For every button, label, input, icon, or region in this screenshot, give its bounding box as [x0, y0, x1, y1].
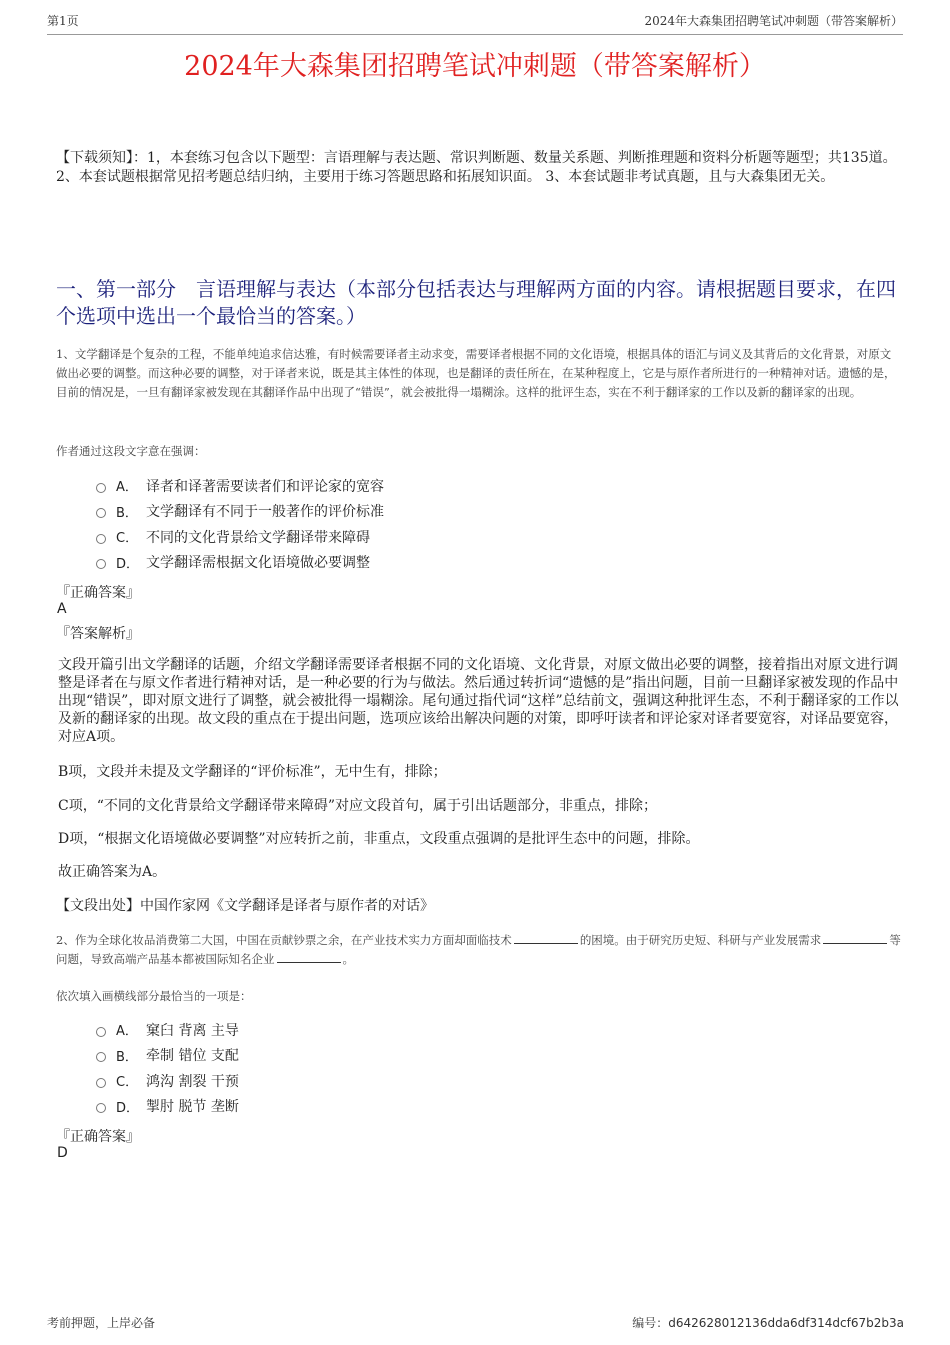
radio-icon[interactable]	[96, 1052, 106, 1062]
option-b[interactable]: B． 牵制 错位 支配	[96, 1043, 239, 1069]
option-a[interactable]: A． 译者和译著需要读者们和评论家的宽容	[96, 473, 384, 499]
download-notice: 【下载须知】：1，本套练习包含以下题型：言语理解与表达题、常识判断题、数量关系题、判断推理题和资料分析题等题型；共135道。 2、本套试题根据常见招考题总结归纳，主要用于练习答题思路和拓展知识面。 3、本套试题非考试真题，且与大森集团无关。	[56, 150, 897, 185]
option-d[interactable]: D． 文学翻译需根据文化语境做必要调整	[96, 550, 384, 576]
radio-icon[interactable]	[96, 508, 106, 518]
radio-icon[interactable]	[96, 559, 106, 569]
answer-value: A	[57, 601, 67, 617]
page-header	[47, 12, 903, 35]
question-1-prompt: 作者通过这段文字意在强调：	[56, 444, 206, 458]
option-a[interactable]: A． 窠臼 背离 主导	[96, 1017, 239, 1043]
option-c[interactable]: C． 鸿沟 割裂 干预	[96, 1068, 239, 1094]
option-c[interactable]: C． 不同的文化背景给文学翻译带来障碍	[96, 524, 384, 550]
analysis-label: 『答案解析』	[56, 626, 140, 642]
analysis-option-d: D项，“根据文化语境做必要调整”对应转折之前，非重点，文段重点强调的是批评生态中的问题，排除。	[58, 831, 700, 847]
header-doc-title: 2024年大森集团招聘笔试冲刺题（带答案解析）	[644, 14, 903, 28]
fill-blank-1[interactable]	[514, 931, 578, 944]
analysis-option-c: C项，“不同的文化背景给文学翻译带来障碍”对应文段首句，属于引出话题部分，非重点，排除；	[58, 798, 658, 814]
page-number: 第1页	[47, 14, 79, 28]
radio-icon[interactable]	[96, 1027, 106, 1037]
question-2-prompt: 依次填入画横线部分最恰当的一项是：	[56, 989, 252, 1003]
footer-slogan: 考前押题，上岸必备	[47, 1316, 156, 1330]
answer-value: D	[57, 1145, 68, 1161]
radio-icon[interactable]	[96, 534, 106, 544]
option-b[interactable]: B． 文学翻译有不同于一般著作的评价标准	[96, 499, 384, 525]
analysis-source: 【文段出处】中国作家网《文学翻译是译者与原作者的对话》	[56, 898, 434, 914]
question-1-text: 1、文学翻译是个复杂的工程，不能单纯追求信达雅，有时候需要译者主动求变，需要译者根据不同的文化语境，根据具体的语汇与词义及其背后的文化背景，对原文做出必要的调整。而这种必要的调整，对于译者来说，既是其主体性的体现，也是翻译的责任所在，在某种程度上，它是与原作者所进行的一种精神对话。遗憾的是，目前的情况是，一旦有翻译家被发现在其翻译作品中出现了“错误”，就会被批得一塌糊涂。这样的批评生态，实在不利于翻译家的工作以及新的翻译家的出现。	[56, 347, 896, 399]
question-2-text: 2、作为全球化妆品消费第二大国，中国在贡献钞票之余，在产业技术实力方面却面临技术 的困境。由于研究历史短、科研与产业发展需求 等问题，导致高端产品基本都被国际知名企业 。	[56, 933, 901, 966]
analysis-paragraph: 文段开篇引出文学翻译的话题，介绍文学翻译需要译者根据不同的文化语境、文化背景，对原文做出必要的调整，接着指出对原文进行调整是译者在与原文作者进行精神对话，是一种必要的行为与做法。然后通过转折词“遗憾的是”指出问题，目前一旦翻译家被发现的作品中出现“错误”，即对原文进行了调整，就会被批得一塌糊涂。尾句通过指代词“这样”总结前文，强调这种批评生态，不利于翻译家的工作以及新的翻译家的出现。故文段的重点在于提出问题，选项应该给出解决问题的对策，即呼吁读者和评论家对译者要宽容，对译品要宽容，对应A项。	[58, 657, 899, 745]
section-title: 一、第一部分 言语理解与表达（本部分包括表达与理解两方面的内容。请根据题目要求，在四个选项中选出一个最恰当的答案。）	[56, 277, 896, 328]
document-title: 2024年大森集团招聘笔试冲刺题（带答案解析）	[184, 51, 766, 82]
analysis-option-b: B项，文段并未提及文学翻译的“评价标准”，无中生有，排除；	[58, 764, 447, 780]
radio-icon[interactable]	[96, 483, 106, 493]
answer-label: 『正确答案』	[56, 1129, 140, 1145]
answer-label: 『正确答案』	[56, 585, 140, 601]
fill-blank-2[interactable]	[823, 931, 887, 944]
radio-icon[interactable]	[96, 1078, 106, 1088]
radio-icon[interactable]	[96, 1103, 106, 1113]
question-1-options	[96, 473, 384, 575]
footer-code: 编号：d642628012136dda6df314dcf67b2b3a	[632, 1316, 904, 1330]
option-d[interactable]: D． 掣肘 脱节 垄断	[96, 1094, 239, 1120]
question-2-options	[96, 1017, 239, 1119]
analysis-conclusion: 故正确答案为A。	[58, 864, 167, 880]
fill-blank-3[interactable]	[277, 950, 341, 963]
